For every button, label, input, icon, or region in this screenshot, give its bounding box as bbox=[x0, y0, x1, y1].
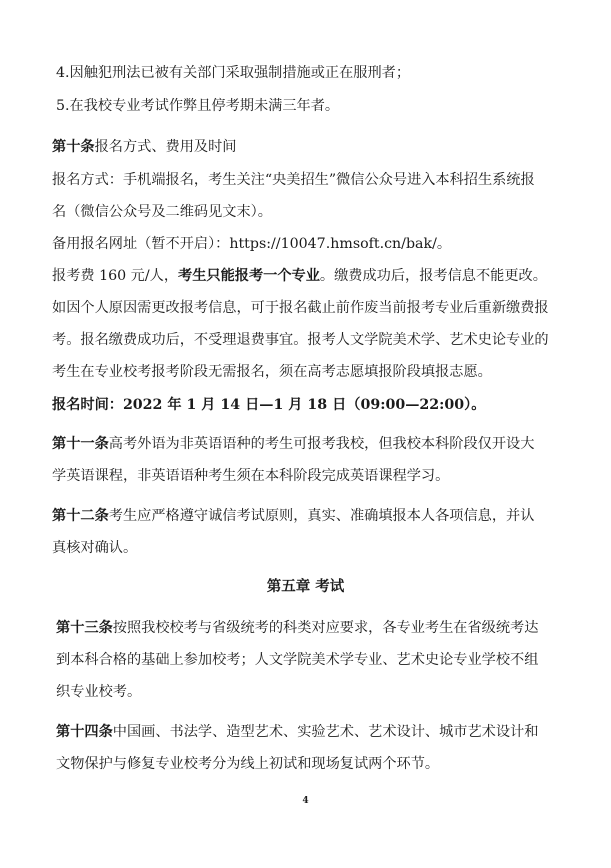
article-12-text: 考生应严格遵守诚信考试原则，真实、准确填报本人各项信息，并认 bbox=[108, 508, 535, 524]
paragraph-line: 织专业校考。 bbox=[56, 684, 142, 700]
article-14-label: 第十四条 bbox=[56, 724, 113, 740]
article-12 bbox=[52, 506, 534, 526]
paragraph-line: 真核对确认。 bbox=[52, 540, 138, 556]
article-11-text: 高考外语为非英语语种的考生可报考我校，但我校本科阶段仅开设大 bbox=[108, 436, 535, 452]
paragraph-line: 考生在专业校考报考阶段无需报名，须在高考志愿填报阶段填报志愿。 bbox=[52, 364, 492, 380]
article-12-label: 第十二条 bbox=[52, 508, 109, 524]
article-14-text: 中国画、书法学、造型艺术、实验艺术、艺术设计、城市艺术设计和 bbox=[112, 724, 539, 740]
article-13 bbox=[56, 618, 538, 638]
fee-text: 报考费 160 元/人， bbox=[52, 268, 179, 284]
registration-time: 报名时间：2022 年 1 月 14 日—1 月 18 日（09:00—22:00）。 bbox=[52, 397, 486, 413]
paragraph-line: 到本科合格的基础上参加校考；人文学院美术学专业、艺术史论专业学校不组 bbox=[56, 652, 539, 668]
article-14 bbox=[56, 722, 538, 742]
paragraph-line: 考。报名缴费成功后，不受理退费事宜。报考人文学院美术学、艺术史论专业的 bbox=[52, 332, 549, 348]
fee-text-tail: 。缴费成功后，报考信息不能更改。 bbox=[319, 268, 547, 284]
list-item-4: 4.因触犯刑法已被有关部门采取强制措施或正在服刑者； bbox=[56, 65, 411, 81]
backup-url-line: 备用报名网址（暂不开启）：https://10047.hmsoft.cn/bak/。 bbox=[52, 236, 452, 252]
paragraph-line: 名（微信公众号及二维码见文末）。 bbox=[52, 204, 272, 220]
article-10-label: 第十条 bbox=[52, 139, 95, 155]
article-13-label: 第十三条 bbox=[56, 620, 113, 636]
paragraph-line: 报名方式：手机端报名，考生关注“央美招生”微信公众号进入本科招生系统报 bbox=[52, 172, 535, 188]
article-10-title: 报名方式、费用及时间 bbox=[94, 139, 237, 155]
paragraph-line: 文物保护与修复专业校考分为线上初试和现场复试两个环节。 bbox=[56, 756, 440, 772]
article-11-label: 第十一条 bbox=[52, 436, 109, 452]
paragraph-line: 如因个人原因需更改报考信息，可于报名截止前作废当前报考专业后重新缴费报 bbox=[52, 300, 549, 316]
paragraph-line: 学英语课程，非英语语种考生须在本科阶段完成英语课程学习。 bbox=[52, 468, 450, 484]
fee-emphasis: 考生只能报考一个专业 bbox=[178, 268, 320, 284]
article-10 bbox=[52, 137, 236, 157]
article-11 bbox=[52, 434, 534, 454]
page-number: 4 bbox=[302, 796, 309, 806]
chapter-heading: 第五章 考试 bbox=[266, 578, 345, 595]
list-item-5: 5.在我校专业考试作弊且停考期未满三年者。 bbox=[56, 98, 340, 114]
article-13-text: 按照我校校考与省级统考的科类对应要求，各专业考生在省级统考达 bbox=[112, 620, 539, 636]
fee-line bbox=[52, 266, 547, 286]
